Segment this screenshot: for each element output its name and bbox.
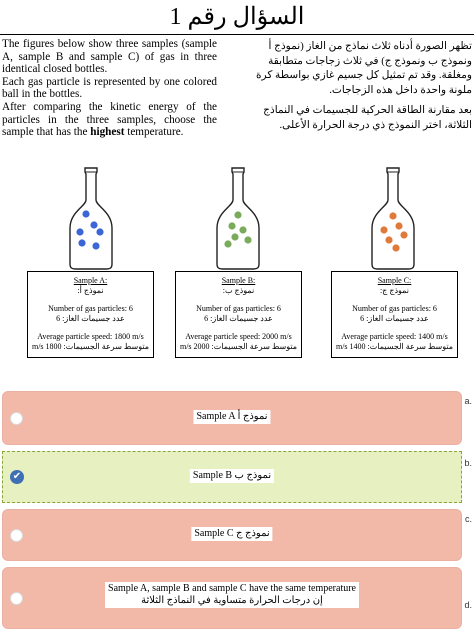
sample-c-info-box: [331, 271, 458, 358]
sample-a-speed: Average particle speed: 1800 m/s: [37, 332, 144, 341]
question-en-line-1: The figures below show three samples (sample A, sample B and sample C) of gas in three identical closed bottles.: [2, 38, 217, 76]
sample-c-speed: Average particle speed: 1400 m/s: [341, 332, 448, 341]
sample-a-title-ar: نموذج أ:: [77, 286, 104, 295]
option-c[interactable]: [2, 509, 462, 561]
option-c-label: Sample C نموذج ج: [191, 527, 272, 541]
gas-particle: [76, 228, 83, 235]
gas-particle: [224, 240, 231, 247]
radio-c[interactable]: [10, 529, 23, 542]
question-ar-line-2: بعد مقارنة الطاقة الحركية للجسيمات في النماذج الثلاثة، اختر النموذج ذي درجة الحرارة الأعلى.: [263, 105, 472, 131]
gas-particle: [385, 236, 392, 243]
sample-c-particles: Number of gas particles: 6: [352, 304, 437, 313]
gas-particle: [234, 211, 241, 218]
sample-b-info-box: [175, 271, 302, 358]
gas-particle: [90, 221, 97, 228]
option-b[interactable]: [2, 451, 462, 503]
checkmark-icon[interactable]: ✔: [10, 470, 24, 484]
gas-particle: [389, 212, 396, 219]
question-title: السؤال رقم 1: [169, 4, 305, 30]
sample-b-title-ar: نموذج ب:: [222, 286, 255, 295]
sample-b-title: Sample B:: [221, 276, 256, 285]
gas-particle: [228, 222, 235, 229]
option-b-letter: b.: [464, 458, 472, 468]
question-en-line-3: After comparing the kinetic energy of the particles in the three samples, choose the sample that has the highest temperature.: [2, 100, 217, 139]
gas-particle: [82, 210, 89, 217]
option-a-label: Sample A نموذج أ: [193, 410, 270, 424]
gas-particle: [380, 226, 387, 233]
sample-a-info-box: [27, 271, 154, 358]
option-d-label: Sample A, sample B and sample C have the same temperature إن درجات الحرارة متساوية في النماذج الثلاثة: [105, 582, 359, 608]
highest-emphasis: highest: [90, 126, 125, 139]
option-c-letter: c.: [464, 514, 472, 524]
gas-particle: [96, 228, 103, 235]
sample-a-particles-ar: عدد جسيمات الغاز: 6: [56, 314, 125, 323]
sample-c-particles-ar: عدد جسيمات الغاز: 6: [360, 314, 429, 323]
question-en-line-2: Each gas particle is represented by one colored ball in the bottles.: [2, 75, 217, 101]
gas-particle: [78, 239, 85, 246]
gas-particle: [244, 236, 251, 243]
sample-b-speed-ar: متوسط سرعة الجسيمات: 2000 m/s: [179, 342, 298, 351]
gas-particle: [92, 242, 99, 249]
option-b-label: Sample B نموذج ب: [190, 469, 274, 483]
option-a[interactable]: [2, 391, 462, 445]
sample-a-particles: Number of gas particles: 6: [48, 304, 133, 313]
sample-b-particles: Number of gas particles: 6: [196, 304, 281, 313]
option-a-letter: a.: [464, 396, 472, 406]
sample-b-speed: Average particle speed: 2000 m/s: [185, 332, 292, 341]
bottle-sample-b: [213, 166, 263, 270]
gas-particle: [239, 226, 246, 233]
bottle-sample-c: [368, 166, 418, 270]
question-text-english: [2, 38, 217, 139]
gas-particle: [392, 244, 399, 251]
question-ar-line-1: تظهر الصورة أدناه ثلاث نماذج من الغاز (نموذج أ ونموذج ب ونموذج ج) في ثلاث زجاجات متطابقة ومغلقة. وقد تم تمثيل كل جسيم غازي بواسطة كرة ملونة واحدة داخل هذه الزجاجات.: [255, 41, 472, 96]
sample-a-title: Sample A:: [73, 276, 108, 285]
question-text-arabic: [246, 40, 472, 140]
radio-a[interactable]: [10, 412, 23, 425]
bottle-sample-a: [66, 166, 116, 270]
sample-b-particles-ar: عدد جسيمات الغاز: 6: [204, 314, 273, 323]
gas-particle: [395, 222, 402, 229]
sample-c-title: Sample C:: [377, 276, 412, 285]
option-d[interactable]: [2, 567, 462, 629]
option-d-letter: d.: [464, 600, 472, 610]
sample-a-speed-ar: متوسط سرعة الجسيمات: 1800 m/s: [31, 342, 150, 351]
gas-particle: [400, 231, 407, 238]
sample-c-title-ar: نموذج ج:: [379, 286, 410, 295]
sample-c-speed-ar: متوسط سرعة الجسيمات: 1400 m/s: [335, 342, 454, 351]
question-title-bar: [0, 0, 474, 35]
radio-d[interactable]: [10, 592, 23, 605]
gas-particle: [231, 233, 238, 240]
